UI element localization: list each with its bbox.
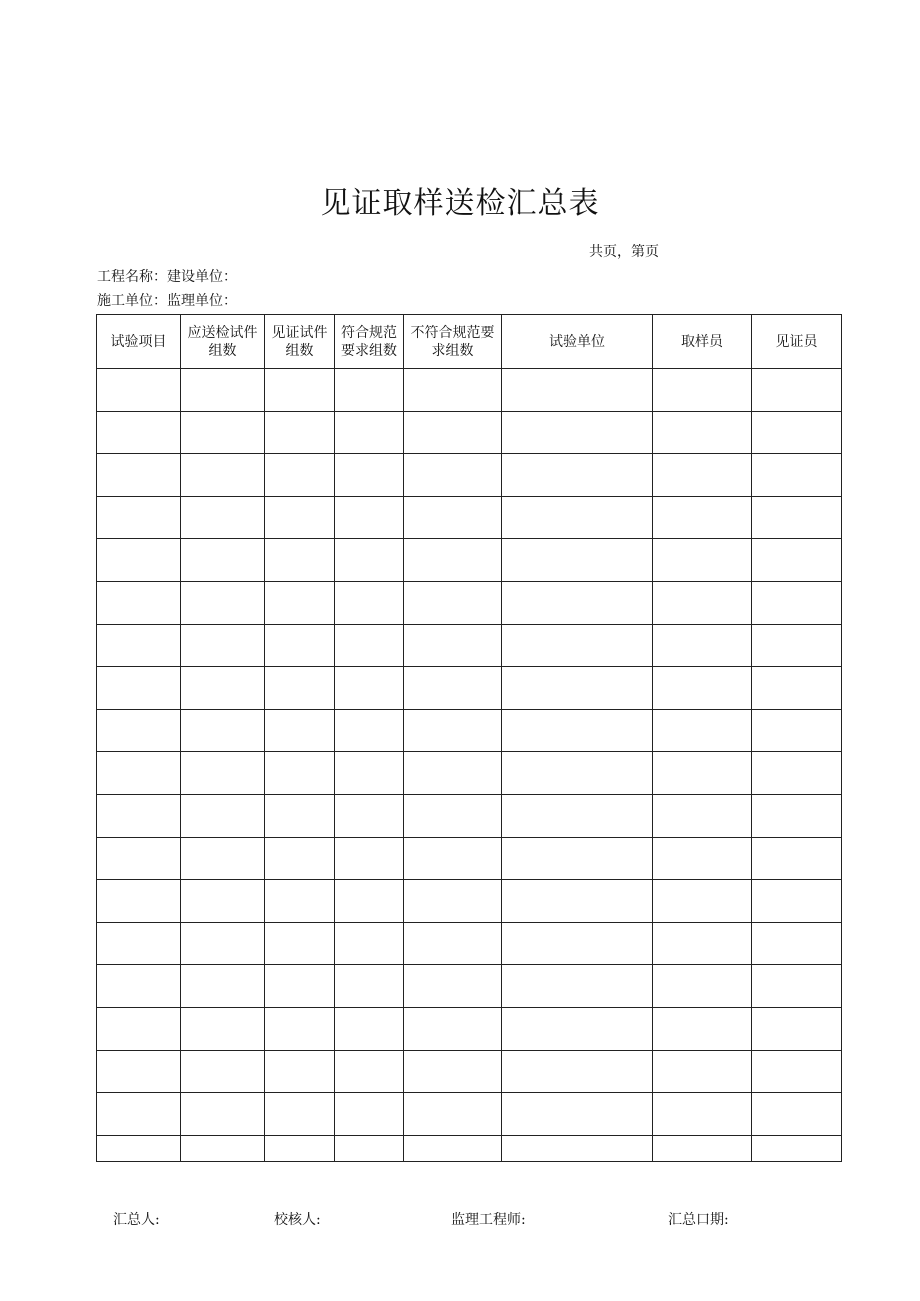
table-cell[interactable] — [265, 581, 335, 624]
table-cell[interactable] — [653, 709, 752, 752]
table-cell[interactable] — [502, 369, 653, 412]
table-cell[interactable] — [502, 709, 653, 752]
table-cell[interactable] — [653, 794, 752, 837]
table-cell[interactable] — [97, 794, 181, 837]
table-cell[interactable] — [181, 539, 265, 582]
table-cell[interactable] — [404, 1135, 502, 1161]
table-row — [97, 411, 842, 454]
table-cell[interactable] — [404, 794, 502, 837]
table-cell[interactable] — [265, 454, 335, 497]
table-cell[interactable] — [653, 1007, 752, 1050]
table-cell[interactable] — [653, 965, 752, 1008]
table-cell[interactable] — [752, 1093, 842, 1136]
table-cell[interactable] — [335, 411, 404, 454]
table-cell[interactable] — [404, 880, 502, 923]
table-cell[interactable] — [653, 1093, 752, 1136]
table-cell[interactable] — [752, 837, 842, 880]
table-row — [97, 624, 842, 667]
table-cell[interactable] — [404, 454, 502, 497]
table-cell[interactable] — [97, 369, 181, 412]
header-witness: 见证员 — [752, 315, 842, 369]
footer-checker: 校核人: — [274, 1212, 321, 1228]
table-cell[interactable] — [97, 1135, 181, 1161]
table-cell[interactable] — [335, 454, 404, 497]
table-cell[interactable] — [752, 369, 842, 412]
table-cell[interactable] — [265, 667, 335, 710]
table-cell[interactable] — [404, 1050, 502, 1093]
table-cell[interactable] — [502, 837, 653, 880]
table-row — [97, 1050, 842, 1093]
table-cell[interactable] — [653, 581, 752, 624]
table-cell[interactable] — [752, 880, 842, 923]
table-cell[interactable] — [404, 709, 502, 752]
table-cell[interactable] — [265, 709, 335, 752]
table-cell[interactable] — [181, 1135, 265, 1161]
table-cell[interactable] — [502, 880, 653, 923]
header-witness-groups: 见证试件 组数 — [265, 315, 335, 369]
table-header-row — [97, 315, 842, 369]
project-info-line: 工程名称：建设单位： — [97, 269, 237, 285]
table-cell[interactable] — [265, 411, 335, 454]
table-row — [97, 965, 842, 1008]
table-cell[interactable] — [653, 1050, 752, 1093]
table-row — [97, 667, 842, 710]
table-cell[interactable] — [404, 922, 502, 965]
table-cell[interactable] — [752, 624, 842, 667]
table-cell[interactable] — [335, 539, 404, 582]
table-cell[interactable] — [653, 454, 752, 497]
table-cell[interactable] — [265, 965, 335, 1008]
table-cell[interactable] — [97, 965, 181, 1008]
table-cell[interactable] — [404, 496, 502, 539]
table-cell[interactable] — [265, 880, 335, 923]
footer-summarizer: 汇总人: — [113, 1212, 160, 1228]
table-cell[interactable] — [335, 794, 404, 837]
table-cell[interactable] — [404, 539, 502, 582]
table-cell[interactable] — [653, 624, 752, 667]
table-row — [97, 496, 842, 539]
table-cell[interactable] — [181, 1050, 265, 1093]
table-cell[interactable] — [752, 496, 842, 539]
table-row — [97, 709, 842, 752]
table-cell[interactable] — [653, 922, 752, 965]
table-cell[interactable] — [335, 1093, 404, 1136]
page-count: 共页，第页 — [589, 244, 659, 260]
table-cell[interactable] — [265, 1135, 335, 1161]
table-cell[interactable] — [752, 794, 842, 837]
table-cell[interactable] — [181, 1093, 265, 1136]
table-cell[interactable] — [502, 581, 653, 624]
table-cell[interactable] — [502, 1050, 653, 1093]
table-cell[interactable] — [502, 539, 653, 582]
table-cell[interactable] — [752, 709, 842, 752]
table-cell[interactable] — [752, 667, 842, 710]
table-cell[interactable] — [335, 709, 404, 752]
table-cell[interactable] — [335, 667, 404, 710]
table-cell[interactable] — [752, 1050, 842, 1093]
table-cell[interactable] — [502, 411, 653, 454]
table-cell[interactable] — [97, 667, 181, 710]
table-cell[interactable] — [404, 667, 502, 710]
table-cell[interactable] — [265, 624, 335, 667]
header-noncompliant-groups: 不符合规范要 求组数 — [404, 315, 502, 369]
table-cell[interactable] — [404, 1093, 502, 1136]
table-cell[interactable] — [97, 624, 181, 667]
table-cell[interactable] — [752, 922, 842, 965]
table-cell[interactable] — [752, 1135, 842, 1161]
table-cell[interactable] — [404, 752, 502, 795]
table-cell[interactable] — [97, 1093, 181, 1136]
table-cell[interactable] — [653, 752, 752, 795]
table-cell[interactable] — [265, 1050, 335, 1093]
table-cell[interactable] — [653, 539, 752, 582]
table-cell[interactable] — [335, 369, 404, 412]
table-row — [97, 880, 842, 923]
table-cell[interactable] — [97, 454, 181, 497]
table-cell[interactable] — [404, 1007, 502, 1050]
table-cell[interactable] — [653, 496, 752, 539]
contractor-info-line: 施工单位：监理单位： — [97, 293, 237, 309]
table-cell[interactable] — [181, 1007, 265, 1050]
table-cell[interactable] — [502, 454, 653, 497]
table-cell[interactable] — [335, 752, 404, 795]
table-cell[interactable] — [265, 369, 335, 412]
table-cell[interactable] — [335, 624, 404, 667]
table-cell[interactable] — [752, 411, 842, 454]
table-cell[interactable] — [265, 752, 335, 795]
table-cell[interactable] — [181, 709, 265, 752]
table-cell[interactable] — [97, 496, 181, 539]
table-cell[interactable] — [404, 965, 502, 1008]
table-cell[interactable] — [97, 581, 181, 624]
table-cell[interactable] — [97, 1050, 181, 1093]
table-cell[interactable] — [502, 667, 653, 710]
table-cell[interactable] — [181, 411, 265, 454]
table-cell[interactable] — [97, 539, 181, 582]
table-cell[interactable] — [97, 1007, 181, 1050]
table-cell[interactable] — [752, 752, 842, 795]
table-cell[interactable] — [653, 411, 752, 454]
table-cell[interactable] — [752, 965, 842, 1008]
table-cell[interactable] — [335, 1007, 404, 1050]
header-sampler: 取样员 — [653, 315, 752, 369]
table-cell[interactable] — [97, 922, 181, 965]
table-cell[interactable] — [181, 752, 265, 795]
table-cell[interactable] — [181, 496, 265, 539]
table-cell[interactable] — [502, 794, 653, 837]
table-cell[interactable] — [97, 837, 181, 880]
header-required-groups: 应送检试件 组数 — [181, 315, 265, 369]
footer-date: 汇总口期: — [668, 1212, 729, 1228]
table-row — [97, 1135, 842, 1161]
table-row — [97, 794, 842, 837]
header-test-unit: 试验单位 — [502, 315, 653, 369]
table-row — [97, 539, 842, 582]
table-cell[interactable] — [404, 411, 502, 454]
header-compliant-groups: 符合规范 要求组数 — [335, 315, 404, 369]
table-cell[interactable] — [653, 667, 752, 710]
table-cell[interactable] — [335, 965, 404, 1008]
table-cell[interactable] — [502, 1007, 653, 1050]
table-cell[interactable] — [181, 837, 265, 880]
table-cell[interactable] — [181, 880, 265, 923]
table-cell[interactable] — [265, 539, 335, 582]
table-cell[interactable] — [335, 496, 404, 539]
table-cell[interactable] — [181, 581, 265, 624]
table-row — [97, 581, 842, 624]
table-cell[interactable] — [97, 752, 181, 795]
table-cell[interactable] — [653, 1135, 752, 1161]
table-cell[interactable] — [97, 411, 181, 454]
table-cell[interactable] — [404, 369, 502, 412]
table-cell[interactable] — [181, 922, 265, 965]
table-cell[interactable] — [502, 1093, 653, 1136]
table-cell[interactable] — [335, 1135, 404, 1161]
footer-engineer: 监理工程师: — [451, 1212, 526, 1228]
table-cell[interactable] — [404, 837, 502, 880]
table-cell[interactable] — [335, 837, 404, 880]
table-row — [97, 454, 842, 497]
table-cell[interactable] — [502, 752, 653, 795]
table-cell[interactable] — [335, 1050, 404, 1093]
table-cell[interactable] — [181, 667, 265, 710]
table-cell[interactable] — [752, 539, 842, 582]
table-cell[interactable] — [752, 454, 842, 497]
table-row — [97, 837, 842, 880]
table-body — [97, 369, 842, 1162]
table-cell[interactable] — [502, 922, 653, 965]
table-cell[interactable] — [335, 922, 404, 965]
table-cell[interactable] — [265, 496, 335, 539]
table-cell[interactable] — [181, 794, 265, 837]
table-cell[interactable] — [181, 369, 265, 412]
table-row — [97, 1007, 842, 1050]
table-row — [97, 922, 842, 965]
table-cell[interactable] — [265, 794, 335, 837]
table-cell[interactable] — [181, 624, 265, 667]
table-cell[interactable] — [653, 369, 752, 412]
table-cell[interactable] — [265, 922, 335, 965]
table-cell[interactable] — [502, 624, 653, 667]
table-row — [97, 369, 842, 412]
table-cell[interactable] — [404, 624, 502, 667]
table-cell[interactable] — [181, 965, 265, 1008]
header-test-item: 试验项目 — [97, 315, 181, 369]
table-cell[interactable] — [502, 965, 653, 1008]
table-cell[interactable] — [265, 1007, 335, 1050]
table-cell[interactable] — [97, 709, 181, 752]
table-cell[interactable] — [265, 1093, 335, 1136]
table-row — [97, 1093, 842, 1136]
table-cell[interactable] — [181, 454, 265, 497]
table-cell[interactable] — [502, 1135, 653, 1161]
table-cell[interactable] — [653, 837, 752, 880]
table-cell[interactable] — [97, 880, 181, 923]
table-cell[interactable] — [502, 496, 653, 539]
table-cell[interactable] — [404, 581, 502, 624]
table-cell[interactable] — [335, 581, 404, 624]
table-cell[interactable] — [335, 880, 404, 923]
table-cell[interactable] — [653, 880, 752, 923]
table-row — [97, 752, 842, 795]
table-cell[interactable] — [752, 1007, 842, 1050]
summary-table — [96, 314, 842, 1162]
table-cell[interactable] — [752, 581, 842, 624]
table-cell[interactable] — [265, 837, 335, 880]
page-title: 见证取样送检汇总表 — [320, 186, 600, 221]
